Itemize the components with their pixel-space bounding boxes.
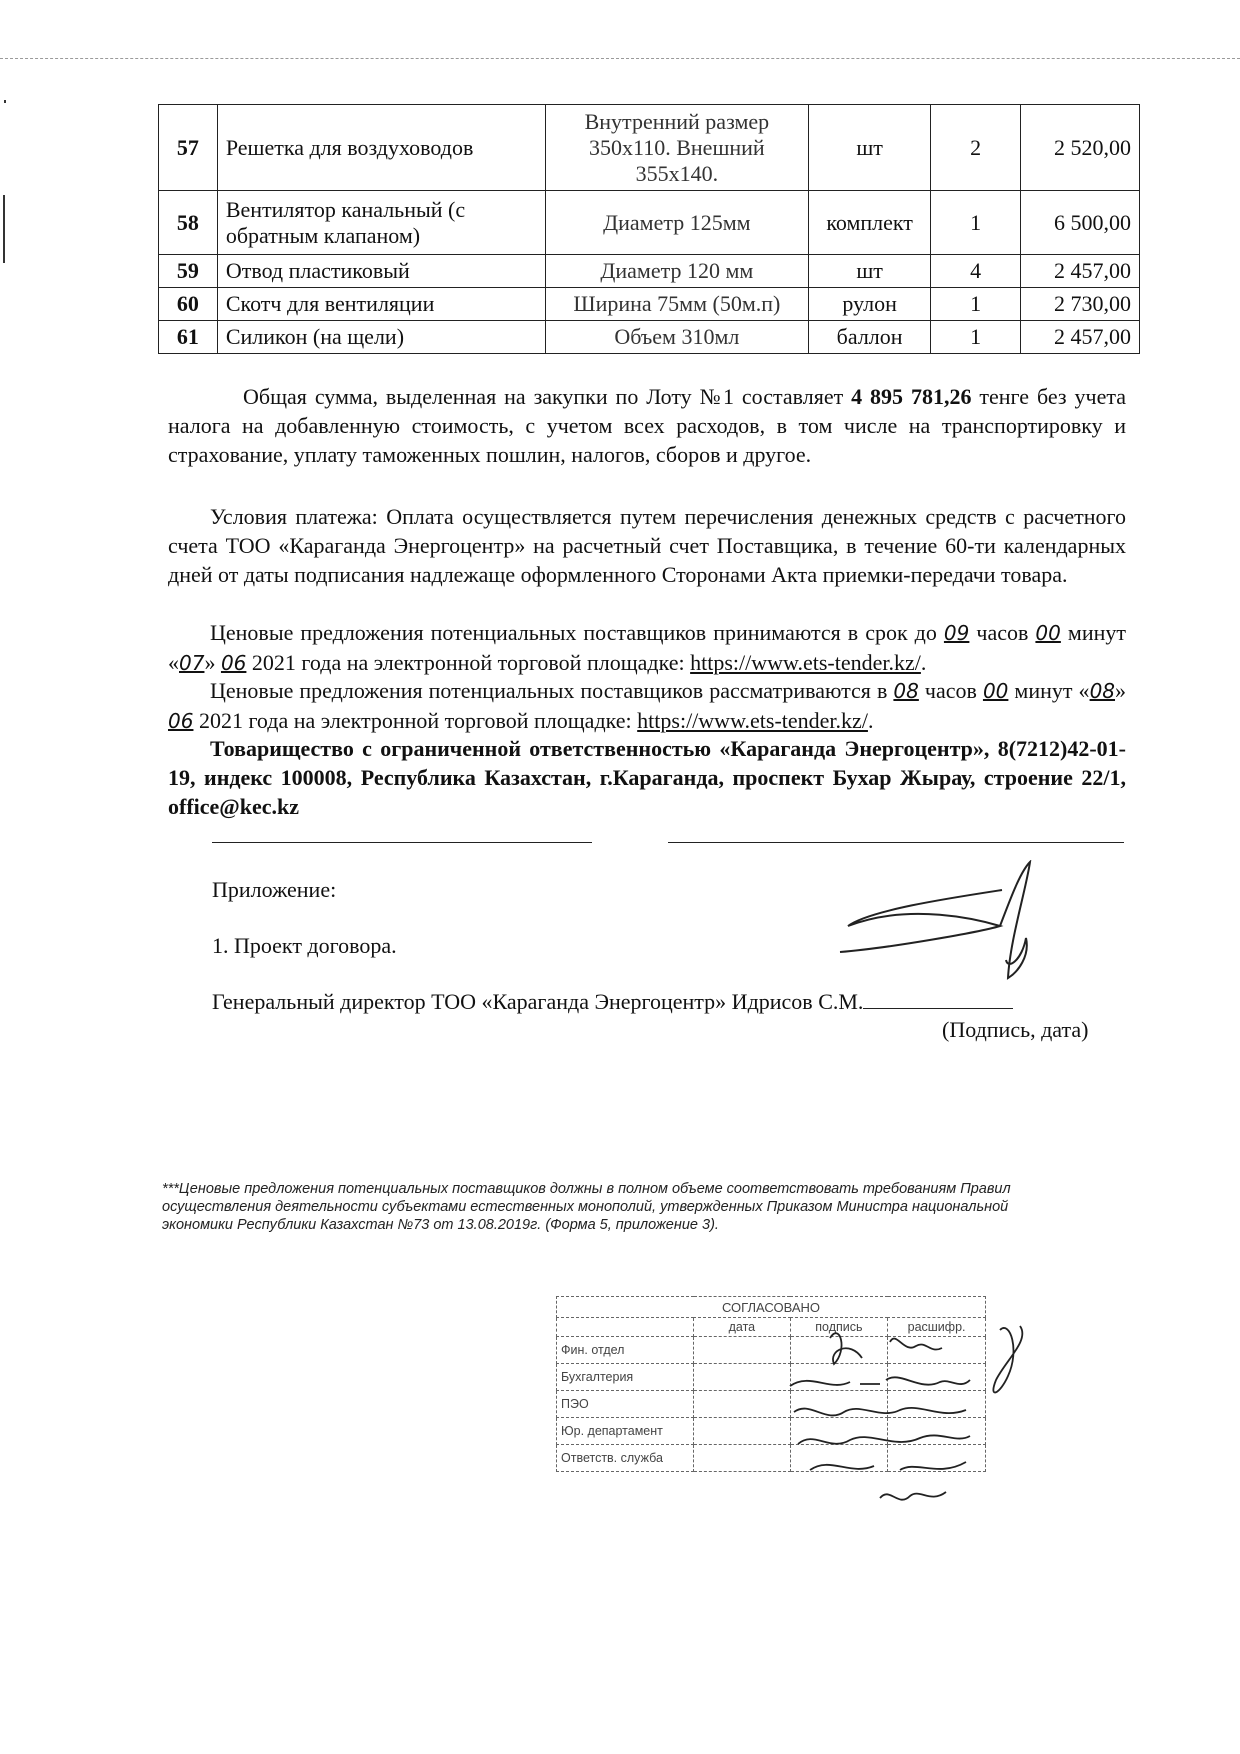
ets-tender-link[interactable]: https://www.ets-tender.kz/ [690, 650, 921, 675]
approval-col-header: расшифр. [888, 1318, 986, 1337]
company-details [168, 734, 1126, 821]
items-table [158, 104, 1140, 354]
table-row [159, 288, 1140, 321]
footnote: ***Ценовые предложения потенциальных поставщиков должны в полном объеме соответствовать требованиям Правил осуществления деятельности субъектами естественных монополий, утвержденных Приказом Министра национальной экономики Республики Казахстан №73 от 13.08.2019г. (Форма 5, приложение 3). [162, 1181, 1011, 1233]
approval-col-header [557, 1318, 694, 1337]
approval-dept: Юр. департамент [557, 1418, 694, 1445]
item-qty: 1 [930, 321, 1020, 354]
signature-caption: (Подпись, дата) [942, 1017, 1089, 1042]
deadline-text: . [920, 650, 927, 675]
row-number: 60 [159, 288, 218, 321]
deadline-paragraph [168, 618, 1126, 678]
handwritten-hour: 08 [893, 679, 919, 703]
item-name: Силикон (на щели) [217, 321, 545, 354]
item-name: Отвод пластиковый [217, 255, 545, 288]
scan-mark [4, 100, 6, 103]
row-number: 57 [159, 105, 218, 191]
payment-paragraph [168, 502, 1126, 589]
row-number: 59 [159, 255, 218, 288]
deadline-text: часов [969, 620, 1036, 645]
deadline-text: 2021 года на электронной торговой площадке: [246, 650, 691, 675]
approval-title-row [557, 1297, 986, 1318]
signature-line-left [212, 842, 592, 843]
deadline-text: » [204, 650, 221, 675]
item-spec: Объем 310мл [545, 321, 809, 354]
handwritten-month: 06 [220, 651, 247, 675]
total-paragraph [168, 382, 1126, 469]
review-text: » [1115, 678, 1127, 703]
total-amount: 4 895 781,26 [851, 384, 972, 409]
signature-line-right [668, 842, 1124, 843]
item-price: 6 500,00 [1021, 191, 1140, 255]
table-row [159, 105, 1140, 191]
review-text: Ценовые предложения потенциальных поставщиков рассматриваются в [210, 678, 894, 703]
review-text: 2021 года на электронной торговой площадке: [193, 708, 638, 733]
item-unit: рулон [809, 288, 931, 321]
attachment-item: 1. Проект договора. [212, 933, 397, 958]
item-unit: баллон [809, 321, 931, 354]
scan-edge-line [0, 58, 1240, 59]
handwritten-minute: 00 [982, 679, 1009, 703]
approval-title: СОГЛАСОВАНО [557, 1297, 986, 1318]
approval-dept: Бухгалтерия [557, 1364, 694, 1391]
total-text-before: Общая сумма, выделенная на закупки по Лоту №1 составляет [243, 384, 852, 409]
approval-dept: Ответств. служба [557, 1445, 694, 1472]
item-unit: шт [809, 105, 931, 191]
table-row [159, 321, 1140, 354]
deadline-text: Ценовые предложения потенциальных поставщиков принимаются в срок до [210, 620, 944, 645]
item-spec: Ширина 75мм (50м.п) [545, 288, 809, 321]
handwritten-hour: 09 [943, 621, 970, 645]
item-spec: Диаметр 125мм [545, 191, 809, 255]
approval-signatures [770, 1320, 1070, 1520]
approval-col-header: дата [694, 1318, 791, 1337]
deadline-text: минут « [168, 620, 1126, 675]
scan-mark [3, 195, 5, 263]
item-qty: 4 [930, 255, 1020, 288]
item-price: 2 457,00 [1021, 321, 1140, 354]
handwritten-day: 08 [1089, 679, 1116, 703]
item-name: Вентилятор канальный (с обратным клапаном) [217, 191, 545, 255]
item-price: 2 520,00 [1021, 105, 1140, 191]
review-paragraph [168, 676, 1126, 736]
approval-dept: ПЭО [557, 1391, 694, 1418]
ets-tender-link[interactable]: https://www.ets-tender.kz/ [637, 708, 868, 733]
approval-col-header: подпись [790, 1318, 887, 1337]
table-row [159, 255, 1140, 288]
company-text: Товарищество с ограниченной ответственностью «Караганда Энергоцентр», 8(7212)42-01-19, индекс 100008, Республика Казахстан, г.Караганда, проспект Бухар Жырау, строение 22/1, office@kec.kz [168, 736, 1126, 819]
attachment-label: Приложение: [212, 877, 337, 902]
director-text: Генеральный директор ТОО «Караганда Энергоцентр» Идрисов С.М. [212, 989, 864, 1014]
total-text-after: тенге без учета налога на добавленную стоимость, с учетом всех расходов, в том числе на транспортировку и страхование, уплату таможенных пошлин, налогов, сборов и другое. [168, 384, 1126, 467]
handwritten-month: 06 [168, 709, 194, 733]
table-row [159, 191, 1140, 255]
payment-text: Условия платежа: Оплата осуществляется путем перечисления денежных средств с расчетного счета ТОО «Караганда Энергоцентр» на расчетный счет Поставщика, в течение 60-ти календарных дней от даты подписания надлежаще оформленного Сторонами Акта приемки-передачи товара. [168, 504, 1126, 587]
item-qty: 1 [930, 191, 1020, 255]
director-signature [830, 860, 1070, 1070]
item-unit: комплект [809, 191, 931, 255]
row-number: 61 [159, 321, 218, 354]
item-name: Решетка для воздуховодов [217, 105, 545, 191]
row-number: 58 [159, 191, 218, 255]
item-qty: 2 [930, 105, 1020, 191]
item-price: 2 730,00 [1021, 288, 1140, 321]
handwritten-day: 07 [179, 651, 205, 675]
review-text: минут « [1008, 678, 1090, 703]
item-qty: 1 [930, 288, 1020, 321]
item-spec: Внутренний размер 350х110. Внешний 355х140. [545, 105, 809, 191]
review-text: . [867, 708, 874, 733]
item-spec: Диаметр 120 мм [545, 255, 809, 288]
item-price: 2 457,00 [1021, 255, 1140, 288]
approval-dept: Фин. отдел [557, 1337, 694, 1364]
item-name: Скотч для вентиляции [217, 288, 545, 321]
handwritten-minute: 00 [1035, 621, 1061, 645]
review-text: часов [918, 678, 983, 703]
item-unit: шт [809, 255, 931, 288]
